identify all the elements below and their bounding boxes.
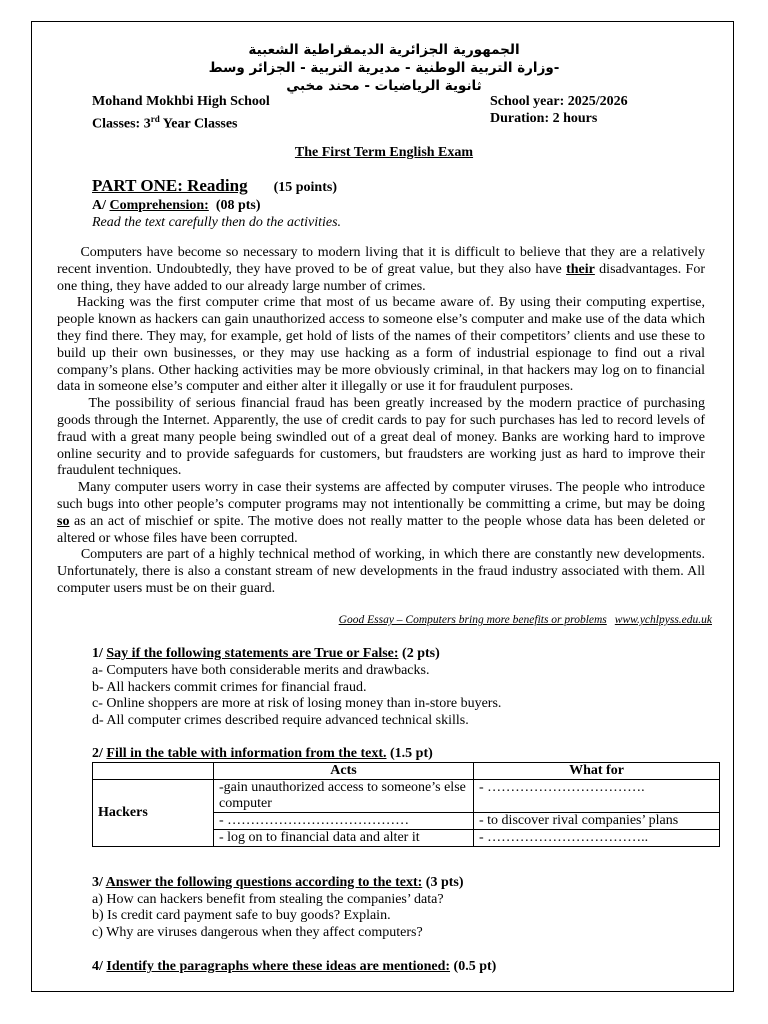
question-2-number: 2/: [92, 746, 107, 761]
part-one-points: (15 points): [273, 180, 337, 195]
question-3-label: Answer the following questions according to the text:: [105, 875, 423, 890]
question-1-number: 1/: [92, 646, 107, 661]
question-3c: c) Why are viruses dangerous when they affect computers?: [92, 925, 423, 940]
paragraph-4: [57, 480, 705, 547]
paragraph-4-text-end: as an act of mischief or spite. The motive does not really matter to the people whose data has been deleted or altered or whose files have been corrupted.: [57, 513, 705, 546]
passage-source: [339, 614, 712, 626]
exam-title: The First Term English Exam: [294, 145, 474, 160]
table-header-empty: [93, 763, 214, 780]
section-a-heading: [92, 197, 261, 214]
question-1-heading: [92, 645, 440, 662]
part-one-label: PART ONE: Reading: [92, 176, 248, 195]
question-3b: b) Is credit card payment safe to buy goods? Explain.: [92, 908, 391, 923]
table-cell-act-1: -gain unauthorized access to someone’s else computer: [214, 780, 474, 813]
question-2-points: (1.5 pt): [386, 746, 433, 761]
paragraph-1-highlight: their: [566, 261, 595, 277]
paragraph-1-text: Computers have become so necessary to modern living that it is difficult to believe that they are a relatively recent invention. Undoubtedly, they have proved to be of great value, but they also have: [57, 245, 705, 277]
school-name: Mohand Mokhbi High School: [92, 94, 270, 109]
question-2-heading: [92, 745, 433, 762]
question-1-label: Say if the following statements are True or False:: [106, 646, 399, 661]
table-header-what-for: What for: [474, 763, 720, 780]
question-3-number: 3/: [92, 875, 106, 890]
hackers-label: Hackers: [93, 780, 214, 847]
paragraph-4-highlight: so: [57, 513, 70, 529]
table-cell-purpose-1: - …………………………….: [474, 780, 720, 813]
table-cell-purpose-2: - to discover rival companies’ plans: [474, 813, 720, 830]
paragraph-1: [57, 245, 705, 295]
table-row: [93, 780, 720, 813]
paragraph-2: [57, 295, 705, 396]
table-cell-purpose-3: - ……………………………..: [474, 830, 720, 847]
paragraph-5: [57, 547, 705, 597]
question-1-points: (2 pts): [398, 646, 440, 661]
statement-a: a- Computers have both considerable merits and drawbacks.: [92, 663, 430, 678]
paragraph-1-text-end: disadvantages. For one thing, they have added to our already large number of crimes.: [57, 261, 705, 294]
classes-prefix: Classes: 3: [92, 116, 151, 132]
acts-table: [92, 762, 720, 847]
question-2-label: Fill in the table with information from the text.: [106, 746, 387, 761]
question-4-points: (0.5 pt): [450, 959, 497, 974]
classes-suffix: Year Classes: [159, 116, 238, 132]
paragraph-3: [57, 396, 705, 480]
paragraph-5-text: Computers are part of a highly technical method of working, in which there are constantly new developments. Unfortunately, there is also a constant stream of new developments in the fraud industry associated with them. All computer users must be on their guard.: [57, 547, 705, 596]
section-a-label: Comprehension:: [109, 198, 209, 213]
question-4-number: 4/: [92, 959, 107, 974]
section-a-points: (08 pts): [208, 198, 261, 213]
table-header-acts: Acts: [214, 763, 474, 780]
header-arabic-republic: الجمهورية الجزائرية الديمقراطية الشعبية: [248, 42, 520, 58]
question-3-points: (3 pts): [422, 875, 464, 890]
question-3-heading: [92, 874, 464, 891]
source-title: Good Essay – Computers bring more benefits or problems: [338, 614, 607, 626]
exam-duration: Duration: 2 hours: [490, 111, 598, 126]
statement-b: b- All hackers commit crimes for financial fraud.: [92, 680, 367, 695]
instruction-text: Read the text carefully then do the activities.: [92, 215, 342, 230]
statement-c: c- Online shoppers are more at risk of losing money than in-store buyers.: [92, 696, 502, 711]
table-cell-act-3: - log on to financial data and alter it: [214, 830, 474, 847]
classes-info: [92, 111, 238, 133]
classes-superscript: rd: [150, 114, 160, 124]
statement-d: d- All computer crimes described require advanced technical skills.: [92, 713, 469, 728]
paragraph-4-text: Many computer users worry in case their systems are affected by computer viruses. The people who introduce such bugs into other people’s computer programs may not intentionally be committing a crime, but may be doing: [57, 480, 705, 512]
reading-passage: [57, 245, 705, 598]
question-4-label: Identify the paragraphs where these ideas are mentioned:: [106, 959, 451, 974]
table-header-row: [93, 763, 720, 780]
paragraph-3-text: The possibility of serious financial fraud has been greatly increased by the modern practice of purchasing goods through the Internet. Apparently, the use of credit cards to pay for such purchases has led to record levels of fraud with a great many people being swindled out of a great deal of money. Banks are working hard to improve online security and to provide safeguards for customers, but fraudsters are working just as hard to improve their fraudulent techniques.: [57, 396, 706, 479]
question-4-heading: [92, 958, 496, 975]
paragraph-2-text: Hacking was the first computer crime that most of us became aware of. By using their computing expertise, people known as hackers can gain unauthorized access to someone else’s computer and make use of the data which they find there. They may, for example, get hold of lists of the names of their competitors’ clients and use these to build up their own businesses, or they may use hacking as a form of industrial espionage to find out a rival company’s plans. Other hacking activities may be more obviously criminal, in that hackers may log on to financial data in someone else’s computer and either alter it illegally or use it for fraudulent purposes.: [57, 295, 705, 395]
part-one-heading: [92, 176, 337, 196]
school-year: School year: 2025/2026: [490, 94, 628, 109]
section-a-prefix: A/: [92, 198, 110, 213]
table-cell-act-2: - …………………………………: [214, 813, 474, 830]
header-arabic-school: ثانوية الرياضيات - محند مخبي: [286, 78, 482, 94]
question-3a: a) How can hackers benefit from stealing the companies’ data?: [92, 892, 444, 907]
source-url: www.ychlpyss.edu.uk: [614, 614, 712, 626]
header-arabic-ministry: -وزارة التربية الوطنية - مديرية التربية - الجزائر وسط: [208, 60, 560, 76]
